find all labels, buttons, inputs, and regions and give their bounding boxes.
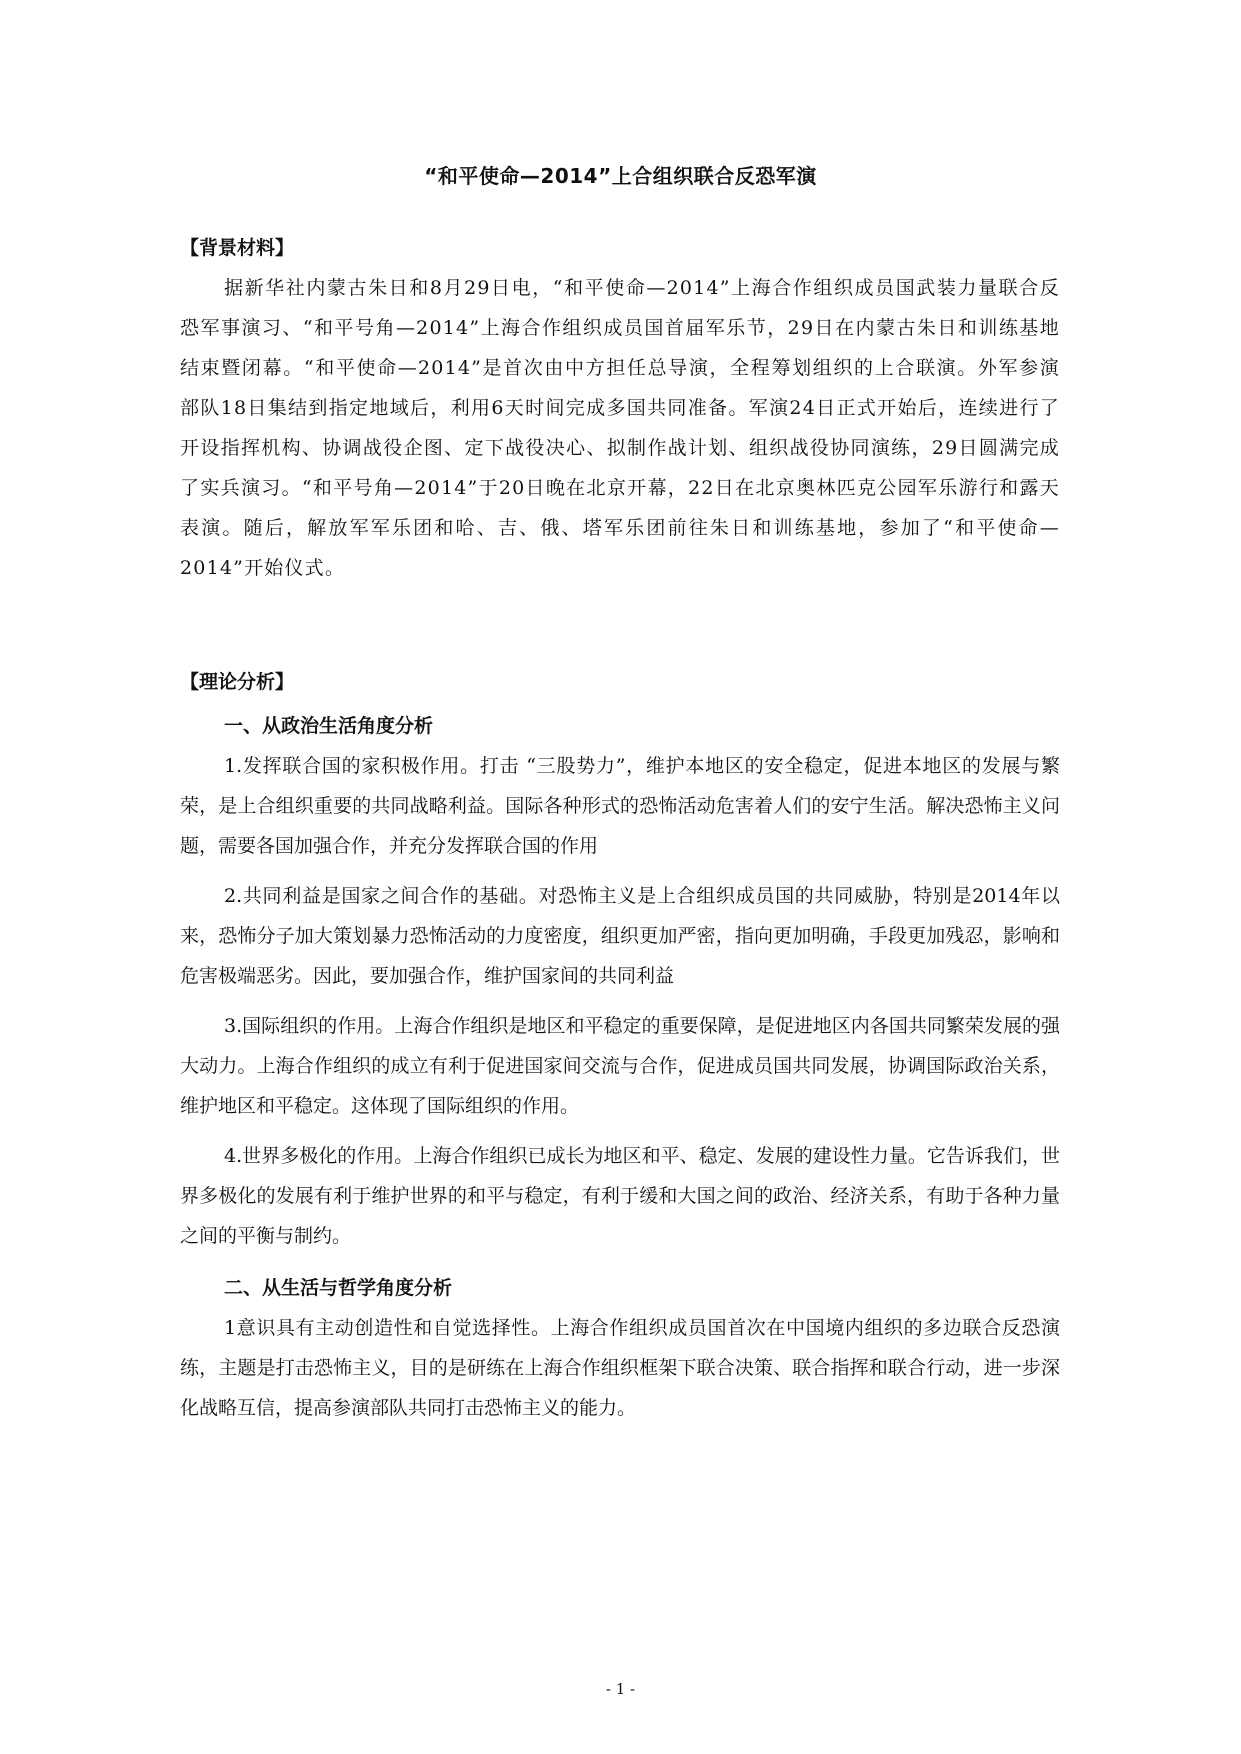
- analysis-heading: 【理论分析】: [180, 671, 295, 693]
- section1-paragraph-4: 4.世界多极化的作用。上海合作组织已成长为地区和平、稳定、发展的建设性力量。它告诉我们，世界多极化的发展有利于维护世界的和平与稳定，有利于缓和大国之间的政治、经济关系，有助于各种力量之间的平衡与制约。: [180, 1145, 1060, 1247]
- page-number: - 1 -: [605, 1680, 636, 1698]
- section2-paragraph-1: 1意识具有主动创造性和自觉选择性。上海合作组织成员国首次在中国境内组织的多边联合反恐演练，主题是打击恐怖主义，目的是研练在上海合作组织框架下联合决策、联合指挥和联合行动，进一步深化战略互信，提高参演部队共同打击恐怖主义的能力。: [180, 1317, 1060, 1419]
- background-heading: 【背景材料】: [180, 237, 295, 259]
- document-title: “和平使命—2014”上合组织联合反恐军演: [424, 164, 817, 188]
- section1-paragraph-3: 3.国际组织的作用。上海合作组织是地区和平稳定的重要保障，是促进地区内各国共同繁荣发展的强大动力。上海合作组织的成立有利于促进国家间交流与合作，促进成员国共同发展，协调国际政治关系，维护地区和平稳定。这体现了国际组织的作用。: [180, 1015, 1060, 1117]
- section1-paragraph-1: 1.发挥联合国的家积极作用。打击 “三股势力”，维护本地区的安全稳定，促进本地区的发展与繁荣，是上合组织重要的共同战略利益。国际各种形式的恐怖活动危害着人们的安宁生活。解决恐怖主义问题，需要各国加强合作，并充分发挥联合国的作用: [180, 755, 1060, 857]
- section1-heading: 一、从政治生活角度分析: [224, 715, 434, 737]
- section1-paragraph-2: 2.共同利益是国家之间合作的基础。对恐怖主义是上合组织成员国的共同威胁，特别是2014年以来，恐怖分子加大策划暴力恐怖活动的力度密度，组织更加严密，指向更加明确，手段更加残忍，影响和危害极端恶劣。因此，要加强合作，维护国家间的共同利益: [180, 885, 1060, 987]
- background-paragraph: 据新华社内蒙古朱日和8月29日电，“和平使命—2014”上海合作组织成员国武装力量联合反恐军事演习、“和平号角—2014”上海合作组织成员国首届军乐节，29日在内蒙古朱日和训练基地结束暨闭幕。“和平使命—2014”是首次由中方担任总导演，全程筹划组织的上合联演。外军参演部队18日集结到指定地域后，利用6天时间完成多国共同准备。军演24日正式开始后，连续进行了开设指挥机构、协调战役企图、定下战役决心、拟制作战计划、组织战役协同演练，29日圆满完成了实兵演习。“和平号角—2014”于20日晚在北京开幕，22日在北京奥林匹克公园军乐游行和露天表演。随后，解放军军乐团和哈、吉、俄、塔军乐团前往朱日和训练基地，参加了“和平使命—2014”开始仪式。: [180, 277, 1060, 579]
- section2-heading: 二、从生活与哲学角度分析: [224, 1277, 453, 1299]
